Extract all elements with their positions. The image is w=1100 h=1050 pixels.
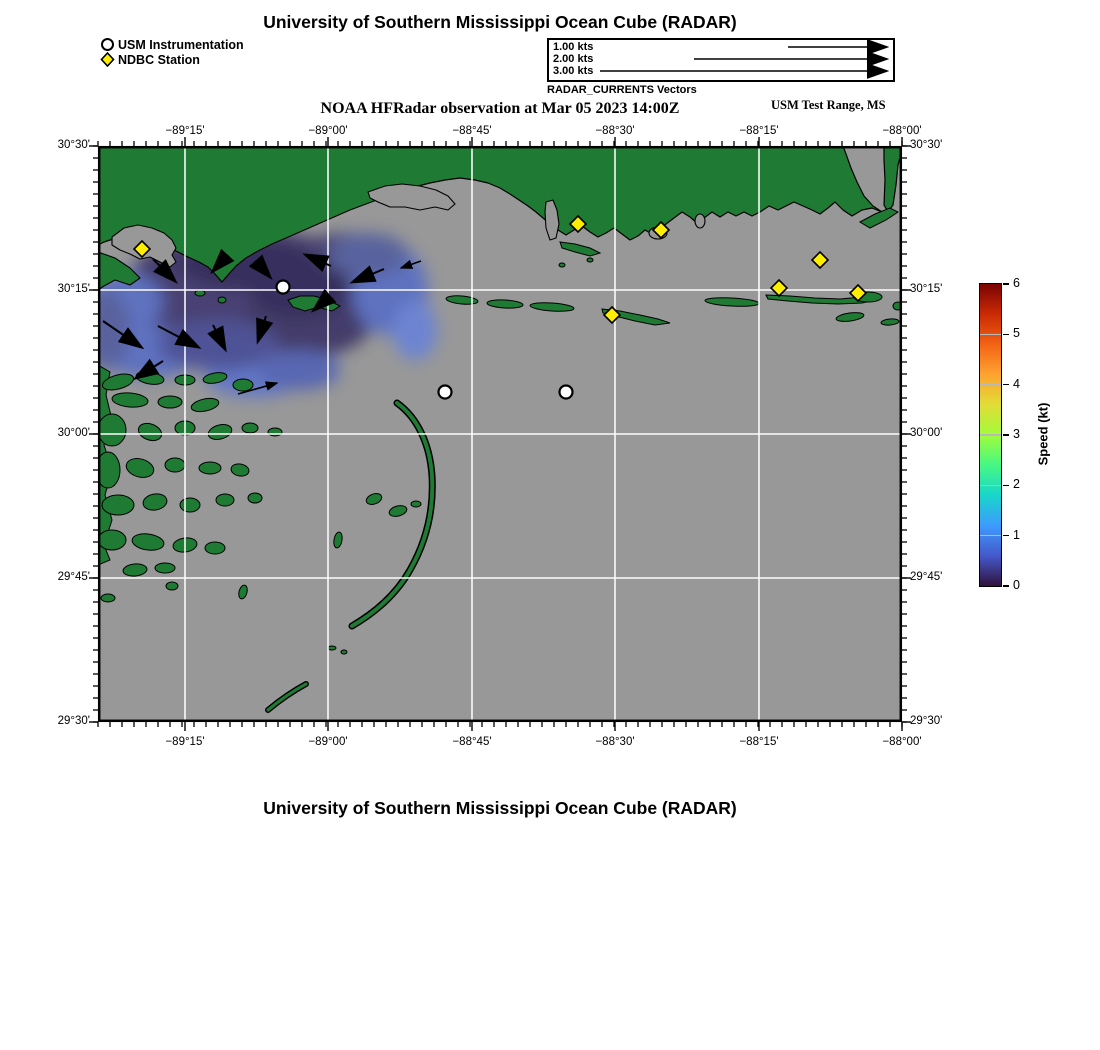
test-range-label: USM Test Range, MS xyxy=(771,98,886,112)
x-axis-label-bottom: −88°30' xyxy=(595,736,635,748)
colorbar-title: Speed (kt) xyxy=(1035,402,1051,466)
colorbar-gridline xyxy=(980,384,1001,386)
vector-scale-box xyxy=(547,38,895,82)
bottom-title: University of Southern Mississippi Ocean Cube (RADAR) xyxy=(263,798,737,818)
legend-item-ndbc xyxy=(100,52,244,67)
map-canvas xyxy=(98,146,902,722)
page-title: University of Southern Mississippi Ocean Cube (RADAR) xyxy=(263,12,737,32)
usm-circle-icon xyxy=(100,37,115,52)
colorbar-tick-label: 2 xyxy=(1013,477,1020,492)
colorbar-tick-label: 4 xyxy=(1013,376,1020,391)
legend-label-usm: USM Instrumentation xyxy=(118,37,244,52)
y-axis-label-left: 30°00' xyxy=(57,427,90,439)
colorbar-tick-label: 1 xyxy=(1013,527,1020,542)
y-axis-label-right: 29°45' xyxy=(910,571,943,583)
colorbar-tick-label: 3 xyxy=(1013,427,1020,441)
y-axis-label-right: 30°30' xyxy=(910,139,943,151)
colorbar-tick xyxy=(1003,283,1009,285)
colorbar-tick xyxy=(1003,334,1009,336)
y-axis-label-left: 29°45' xyxy=(57,571,90,583)
colorbar-tick xyxy=(1003,434,1009,436)
x-axis-label-top: −88°15' xyxy=(739,125,779,137)
x-axis-label-top: −88°30' xyxy=(595,125,635,137)
colorbar-gridline xyxy=(980,535,1001,537)
y-axis-label-left: 30°30' xyxy=(57,139,90,151)
y-axis-label-left: 29°30' xyxy=(57,715,90,727)
colorbar-tick xyxy=(1003,384,1009,386)
y-axis-label-left: 30°15' xyxy=(57,283,90,295)
legend-item-usm xyxy=(100,37,244,52)
colorbar-tick-label: 0 xyxy=(1013,578,1020,592)
x-axis-label-top: −89°00' xyxy=(308,125,348,137)
speed-colorbar xyxy=(979,276,1020,592)
x-axis-label-top: −88°00' xyxy=(882,125,922,137)
colorbar-gridline xyxy=(980,434,1001,436)
ndbc-diamond-icon xyxy=(100,52,115,67)
colorbar-tick-label: 6 xyxy=(1013,276,1020,290)
colorbar-gridline xyxy=(980,334,1001,336)
y-axis-label-right: 30°00' xyxy=(910,427,943,439)
vector-scale-label-3kt: 3.00 kts xyxy=(553,65,594,77)
colorbar-tick-label: 5 xyxy=(1013,326,1020,341)
y-axis-label-right: 30°15' xyxy=(910,283,943,295)
x-axis-label-top: −88°45' xyxy=(452,125,492,137)
vector-scale-label-2kt: 2.00 kts xyxy=(553,53,594,65)
colorbar-gridline xyxy=(980,485,1001,487)
x-axis-label-bottom: −89°15' xyxy=(165,736,205,748)
vector-scale-caption: RADAR_CURRENTS Vectors xyxy=(547,84,697,96)
x-axis-label-top: −89°15' xyxy=(165,125,205,137)
colorbar-tick xyxy=(1003,485,1009,487)
colorbar-tick xyxy=(1003,585,1009,587)
vector-scale-label-1kt: 1.00 kts xyxy=(553,41,594,53)
y-axis-label-right: 29°30' xyxy=(910,715,943,727)
x-axis-label-bottom: −88°00' xyxy=(882,736,922,748)
observation-subtitle: NOAA HFRadar observation at Mar 05 2023 14:00Z xyxy=(320,100,680,117)
symbol-legend xyxy=(100,37,244,67)
x-axis-label-bottom: −89°00' xyxy=(308,736,348,748)
x-axis-label-bottom: −88°15' xyxy=(739,736,779,748)
vector-scale-arrows xyxy=(549,40,893,80)
x-axis-label-bottom: −88°45' xyxy=(452,736,492,748)
colorbar-tick xyxy=(1003,535,1009,537)
legend-label-ndbc: NDBC Station xyxy=(118,52,200,67)
